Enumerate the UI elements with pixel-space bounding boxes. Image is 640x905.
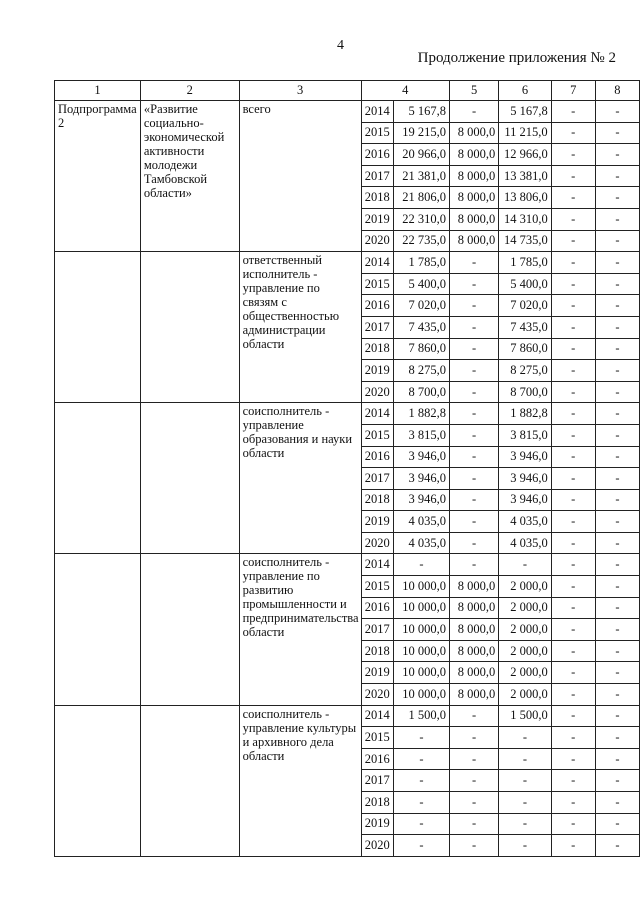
value-cell: 8 000,0 [450, 144, 499, 166]
value-cell: - [551, 662, 595, 684]
value-cell: 19 215,0 [393, 122, 449, 144]
value-cell: 11 215,0 [499, 122, 552, 144]
value-cell: - [551, 424, 595, 446]
value-cell: - [551, 727, 595, 749]
value-cell: 13 806,0 [499, 187, 552, 209]
value-cell: - [595, 532, 639, 554]
year-cell: 2020 [361, 381, 393, 403]
value-cell: - [450, 381, 499, 403]
empty-cell [140, 403, 239, 554]
value-cell: 14 310,0 [499, 208, 552, 230]
header-cell-2: 2 [140, 81, 239, 101]
value-cell: - [450, 532, 499, 554]
year-cell: 2019 [361, 208, 393, 230]
value-cell: 5 400,0 [393, 273, 449, 295]
year-cell: 2017 [361, 316, 393, 338]
value-cell: - [595, 792, 639, 814]
value-cell: - [595, 165, 639, 187]
value-cell: - [595, 813, 639, 835]
value-cell: - [499, 748, 552, 770]
executor-cell: ответственный исполнитель - управление по связям с общественностью администрации области [239, 252, 361, 403]
value-cell: - [595, 468, 639, 490]
value-cell: 10 000,0 [393, 576, 449, 598]
value-cell: - [551, 511, 595, 533]
value-cell: - [393, 727, 449, 749]
header-cell-8: 8 [595, 81, 639, 101]
value-cell: 21 806,0 [393, 187, 449, 209]
value-cell: - [551, 576, 595, 598]
value-cell: - [551, 705, 595, 727]
executor-cell: соисполнитель - управление образования и науки области [239, 403, 361, 554]
value-cell: - [595, 403, 639, 425]
table-row [55, 252, 640, 274]
value-cell: 8 000,0 [450, 640, 499, 662]
value-cell: - [450, 252, 499, 274]
value-cell: - [551, 122, 595, 144]
year-cell: 2019 [361, 813, 393, 835]
year-cell: 2019 [361, 662, 393, 684]
value-cell: - [595, 770, 639, 792]
value-cell: - [551, 144, 595, 166]
empty-cell [55, 705, 141, 856]
value-cell: 2 000,0 [499, 662, 552, 684]
value-cell: - [450, 835, 499, 857]
value-cell: - [595, 511, 639, 533]
value-cell: 4 035,0 [393, 511, 449, 533]
header-cell-7: 7 [551, 81, 595, 101]
value-cell: - [595, 273, 639, 295]
table-row [55, 403, 640, 425]
empty-cell [140, 705, 239, 856]
value-cell: - [450, 554, 499, 576]
year-cell: 2016 [361, 446, 393, 468]
value-cell: 3 946,0 [499, 446, 552, 468]
value-cell: 7 435,0 [499, 316, 552, 338]
empty-cell [55, 554, 141, 705]
value-cell: - [450, 403, 499, 425]
appendix-title: Продолжение приложения № 2 [417, 50, 616, 66]
value-cell: - [595, 727, 639, 749]
value-cell: 8 000,0 [450, 684, 499, 706]
value-cell: - [551, 792, 595, 814]
value-cell: - [450, 770, 499, 792]
subprogram-cell: Подпрограмма 2 [55, 101, 141, 252]
value-cell: - [499, 835, 552, 857]
value-cell: - [595, 748, 639, 770]
value-cell: - [551, 252, 595, 274]
year-cell: 2017 [361, 619, 393, 641]
executor-cell: всего [239, 101, 361, 252]
year-cell: 2017 [361, 468, 393, 490]
year-cell: 2019 [361, 511, 393, 533]
value-cell: - [595, 576, 639, 598]
value-cell: 22 735,0 [393, 230, 449, 252]
value-cell: 8 000,0 [450, 662, 499, 684]
year-cell: 2019 [361, 360, 393, 382]
value-cell: 3 815,0 [499, 424, 552, 446]
value-cell: - [499, 727, 552, 749]
year-cell: 2016 [361, 748, 393, 770]
value-cell: - [551, 619, 595, 641]
budget-table [54, 80, 640, 857]
value-cell: - [551, 187, 595, 209]
value-cell: - [595, 446, 639, 468]
value-cell: 8 000,0 [450, 187, 499, 209]
value-cell: - [595, 597, 639, 619]
value-cell: - [595, 640, 639, 662]
value-cell: 1 500,0 [499, 705, 552, 727]
executor-cell: соисполнитель - управление по развитию промышленности и предпринимательства области [239, 554, 361, 705]
value-cell: - [595, 338, 639, 360]
value-cell: 8 275,0 [499, 360, 552, 382]
value-cell: 8 000,0 [450, 122, 499, 144]
header-cell-3: 3 [239, 81, 361, 101]
year-cell: 2015 [361, 273, 393, 295]
value-cell: - [595, 316, 639, 338]
value-cell: - [499, 770, 552, 792]
value-cell: 12 966,0 [499, 144, 552, 166]
empty-cell [55, 252, 141, 403]
value-cell: 3 815,0 [393, 424, 449, 446]
value-cell: 10 000,0 [393, 662, 449, 684]
value-cell: - [551, 273, 595, 295]
value-cell: - [450, 489, 499, 511]
value-cell: 1 882,8 [499, 403, 552, 425]
value-cell: - [450, 468, 499, 490]
value-cell: - [551, 338, 595, 360]
value-cell: - [595, 122, 639, 144]
value-cell: - [595, 662, 639, 684]
value-cell: - [595, 295, 639, 317]
value-cell: - [551, 101, 595, 123]
value-cell: - [450, 511, 499, 533]
value-cell: - [595, 835, 639, 857]
value-cell: - [595, 187, 639, 209]
value-cell: - [551, 489, 595, 511]
value-cell: - [450, 273, 499, 295]
value-cell: 7 020,0 [499, 295, 552, 317]
year-cell: 2015 [361, 424, 393, 446]
value-cell: 10 000,0 [393, 684, 449, 706]
value-cell: 8 000,0 [450, 230, 499, 252]
value-cell: - [595, 101, 639, 123]
year-cell: 2014 [361, 101, 393, 123]
value-cell: 10 000,0 [393, 597, 449, 619]
year-cell: 2020 [361, 684, 393, 706]
value-cell: - [551, 230, 595, 252]
value-cell: 21 381,0 [393, 165, 449, 187]
value-cell: - [450, 727, 499, 749]
empty-cell [140, 252, 239, 403]
value-cell: - [595, 554, 639, 576]
value-cell: 8 000,0 [450, 576, 499, 598]
value-cell: - [551, 597, 595, 619]
value-cell: - [450, 101, 499, 123]
table-row [55, 554, 640, 576]
year-cell: 2017 [361, 770, 393, 792]
value-cell: 8 700,0 [393, 381, 449, 403]
year-cell: 2020 [361, 532, 393, 554]
value-cell: - [393, 770, 449, 792]
value-cell: 2 000,0 [499, 640, 552, 662]
value-cell: 8 000,0 [450, 619, 499, 641]
value-cell: 3 946,0 [499, 468, 552, 490]
value-cell: 2 000,0 [499, 576, 552, 598]
year-cell: 2016 [361, 597, 393, 619]
year-cell: 2014 [361, 705, 393, 727]
value-cell: - [551, 835, 595, 857]
value-cell: - [595, 424, 639, 446]
value-cell: 1 882,8 [393, 403, 449, 425]
year-cell: 2018 [361, 187, 393, 209]
value-cell: - [551, 813, 595, 835]
value-cell: 13 381,0 [499, 165, 552, 187]
value-cell: - [499, 792, 552, 814]
value-cell: 8 275,0 [393, 360, 449, 382]
value-cell: - [551, 640, 595, 662]
empty-cell [140, 554, 239, 705]
value-cell: - [551, 360, 595, 382]
value-cell: 5 167,8 [393, 101, 449, 123]
value-cell: 8 000,0 [450, 208, 499, 230]
value-cell: - [551, 532, 595, 554]
year-cell: 2015 [361, 576, 393, 598]
value-cell: - [595, 208, 639, 230]
value-cell: - [551, 770, 595, 792]
value-cell: - [551, 165, 595, 187]
value-cell: - [499, 813, 552, 835]
value-cell: - [499, 554, 552, 576]
value-cell: 4 035,0 [499, 511, 552, 533]
value-cell: - [595, 144, 639, 166]
value-cell: - [450, 792, 499, 814]
value-cell: - [551, 208, 595, 230]
header-row [55, 81, 640, 101]
value-cell: - [393, 748, 449, 770]
value-cell: - [551, 316, 595, 338]
value-cell: - [450, 705, 499, 727]
value-cell: 2 000,0 [499, 684, 552, 706]
value-cell: - [450, 424, 499, 446]
value-cell: 3 946,0 [393, 446, 449, 468]
page-number: 4 [337, 38, 344, 53]
subprogram-title-cell: «Развитие социально-экономической активности молодежи Тамбовской области» [140, 101, 239, 252]
value-cell: 8 000,0 [450, 597, 499, 619]
value-cell: - [595, 230, 639, 252]
value-cell: - [595, 360, 639, 382]
year-cell: 2015 [361, 727, 393, 749]
value-cell: - [393, 835, 449, 857]
value-cell: - [551, 554, 595, 576]
value-cell: - [551, 748, 595, 770]
year-cell: 2018 [361, 640, 393, 662]
value-cell: 7 020,0 [393, 295, 449, 317]
value-cell: - [450, 295, 499, 317]
value-cell: - [450, 748, 499, 770]
value-cell: 5 167,8 [499, 101, 552, 123]
header-cell-4: 4 [361, 81, 449, 101]
value-cell: - [551, 446, 595, 468]
value-cell: - [450, 316, 499, 338]
value-cell: - [551, 684, 595, 706]
value-cell: 14 735,0 [499, 230, 552, 252]
value-cell: 7 860,0 [393, 338, 449, 360]
value-cell: 7 860,0 [499, 338, 552, 360]
value-cell: - [551, 381, 595, 403]
value-cell: 1 500,0 [393, 705, 449, 727]
value-cell: 3 946,0 [499, 489, 552, 511]
value-cell: 1 785,0 [393, 252, 449, 274]
value-cell: 8 000,0 [450, 165, 499, 187]
table-row [55, 705, 640, 727]
value-cell: 4 035,0 [393, 532, 449, 554]
value-cell: - [595, 705, 639, 727]
year-cell: 2018 [361, 489, 393, 511]
value-cell: 3 946,0 [393, 489, 449, 511]
value-cell: 1 785,0 [499, 252, 552, 274]
value-cell: 5 400,0 [499, 273, 552, 295]
header-cell-1: 1 [55, 81, 141, 101]
value-cell: 20 966,0 [393, 144, 449, 166]
year-cell: 2020 [361, 835, 393, 857]
value-cell: 8 700,0 [499, 381, 552, 403]
value-cell: - [551, 468, 595, 490]
header-cell-6: 6 [499, 81, 552, 101]
year-cell: 2016 [361, 295, 393, 317]
executor-cell: соисполнитель - управление культуры и архивного дела области [239, 705, 361, 856]
value-cell: - [450, 446, 499, 468]
year-cell: 2017 [361, 165, 393, 187]
value-cell: 10 000,0 [393, 619, 449, 641]
year-cell: 2015 [361, 122, 393, 144]
value-cell: 2 000,0 [499, 619, 552, 641]
year-cell: 2018 [361, 338, 393, 360]
year-cell: 2018 [361, 792, 393, 814]
value-cell: - [450, 338, 499, 360]
value-cell: 2 000,0 [499, 597, 552, 619]
table-row [55, 101, 640, 123]
value-cell: - [450, 813, 499, 835]
value-cell: 4 035,0 [499, 532, 552, 554]
value-cell: - [595, 252, 639, 274]
value-cell: - [393, 792, 449, 814]
year-cell: 2014 [361, 252, 393, 274]
value-cell: - [393, 554, 449, 576]
value-cell: - [393, 813, 449, 835]
header-cell-5: 5 [450, 81, 499, 101]
value-cell: 7 435,0 [393, 316, 449, 338]
value-cell: - [595, 489, 639, 511]
year-cell: 2014 [361, 403, 393, 425]
year-cell: 2020 [361, 230, 393, 252]
year-cell: 2014 [361, 554, 393, 576]
value-cell: - [595, 684, 639, 706]
value-cell: - [551, 295, 595, 317]
value-cell: - [595, 381, 639, 403]
value-cell: 22 310,0 [393, 208, 449, 230]
year-cell: 2016 [361, 144, 393, 166]
value-cell: 10 000,0 [393, 640, 449, 662]
empty-cell [55, 403, 141, 554]
value-cell: - [595, 619, 639, 641]
value-cell: - [450, 360, 499, 382]
value-cell: 3 946,0 [393, 468, 449, 490]
value-cell: - [551, 403, 595, 425]
